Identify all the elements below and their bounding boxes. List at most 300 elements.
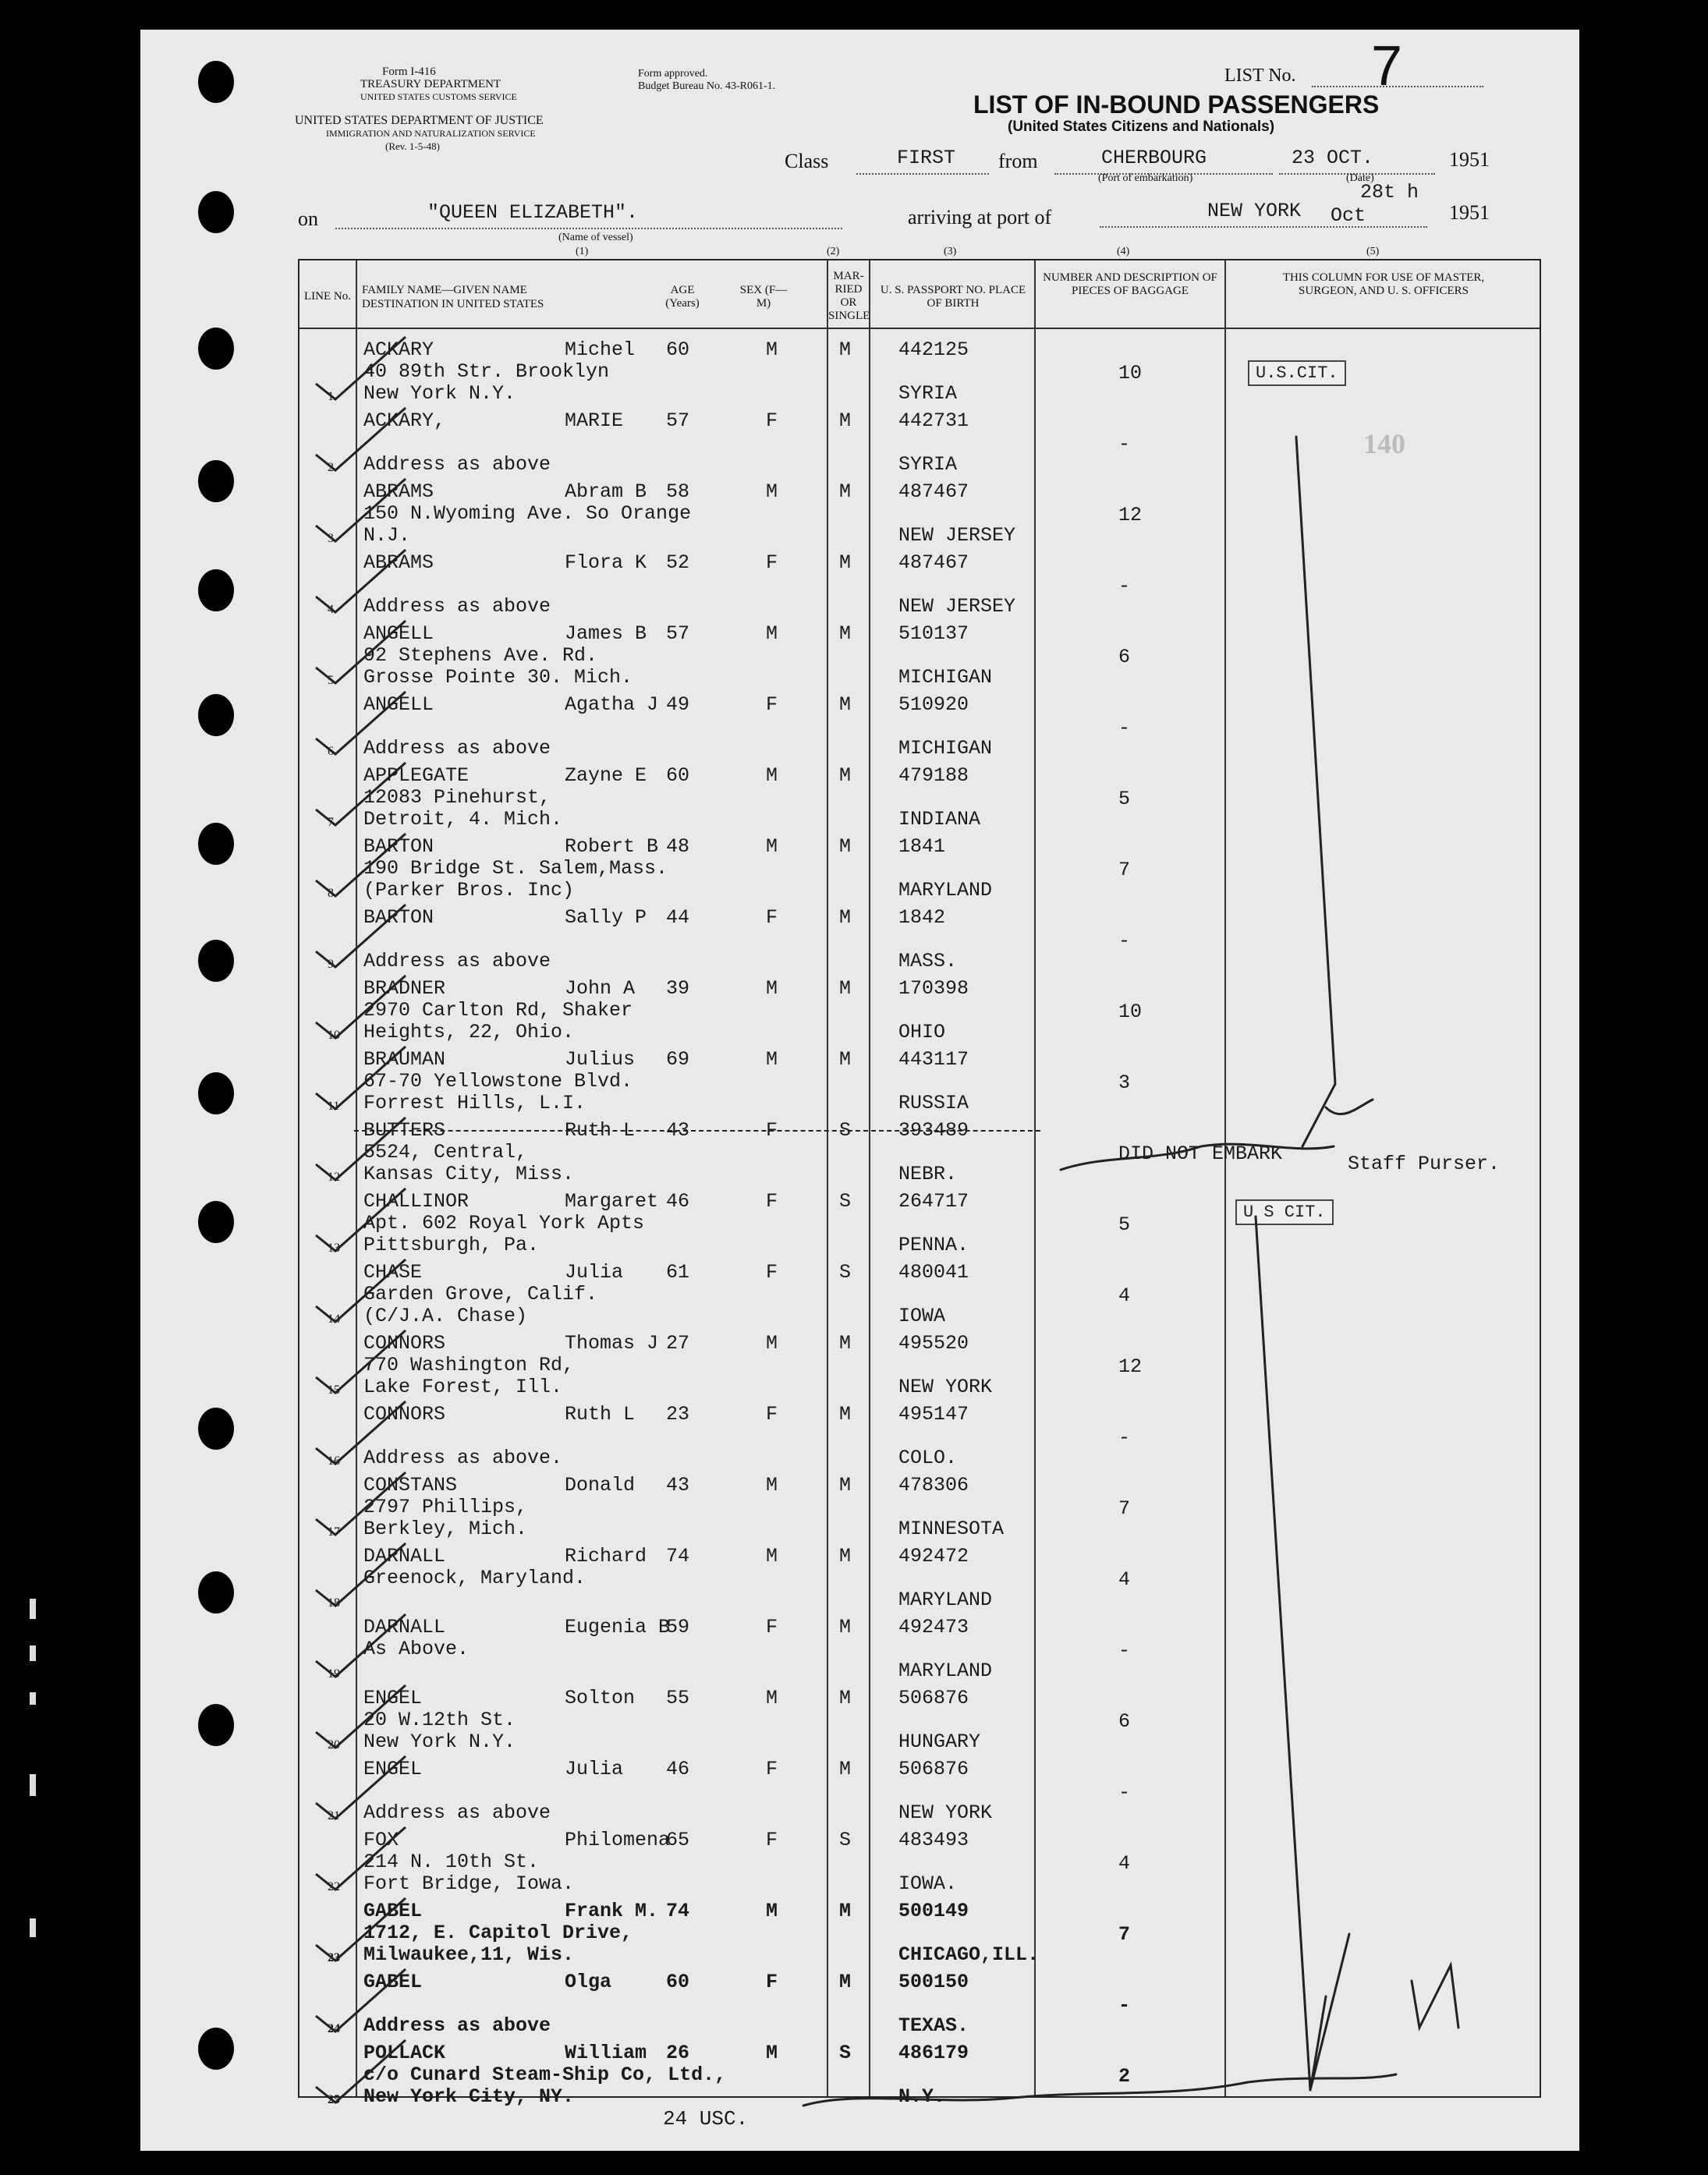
address-line-2: Heights, 22, Ohio. xyxy=(363,1021,575,1043)
address-line-1: 67-70 Yellowstone Blvd. xyxy=(363,1070,633,1093)
baggage-count: 2 xyxy=(1118,2065,1131,2088)
sex: F xyxy=(766,551,778,574)
given-name: Robert B xyxy=(565,835,659,858)
binder-hole xyxy=(198,460,234,502)
table-row xyxy=(299,1687,1540,1759)
passport-number: 480041 xyxy=(898,1261,969,1284)
table-row xyxy=(299,622,1540,694)
address-line-1: Garden Grove, Calif. xyxy=(363,1283,598,1305)
sex: M xyxy=(766,977,778,1000)
table-row xyxy=(299,977,1540,1049)
address-line-2: Address as above xyxy=(363,453,551,476)
age: 23 xyxy=(666,1403,690,1426)
line-number: 13 xyxy=(328,1242,340,1255)
age: 43 xyxy=(666,1474,690,1497)
sex: F xyxy=(766,1971,778,1993)
age: 60 xyxy=(666,338,690,361)
col-officers: THIS COLUMN FOR USE OF MASTER, SURGEON, AND U. S. OFFICERS xyxy=(1282,271,1485,297)
place-of-birth: MARYLAND xyxy=(898,1660,993,1682)
place-of-birth: MARYLAND xyxy=(898,879,993,902)
marital-status: M xyxy=(839,764,852,787)
age: 39 xyxy=(666,977,690,1000)
family-name: CHASE xyxy=(363,1261,423,1284)
table-row xyxy=(299,693,1540,765)
line-number: 5 xyxy=(328,674,334,687)
address-line-2: Address as above xyxy=(363,950,551,972)
place-of-birth: MARYLAND xyxy=(898,1589,993,1611)
place-of-birth: NEW JERSEY xyxy=(898,524,1016,547)
place-of-birth: NEW JERSEY xyxy=(898,595,1016,618)
passport-number: 506876 xyxy=(898,1687,969,1709)
passport-number: 487467 xyxy=(898,551,969,574)
family-name: ACKARY, xyxy=(363,409,446,432)
address-line-2: Detroit, 4. Mich. xyxy=(363,808,563,831)
edge-speck xyxy=(30,1774,36,1796)
family-name: GABEL xyxy=(363,1971,423,1993)
age: 57 xyxy=(666,409,690,432)
address-line-1: 190 Bridge St. Salem,Mass. xyxy=(363,857,668,880)
sex: M xyxy=(766,835,778,858)
marital-status: M xyxy=(839,1332,852,1355)
family-name: DARNALL xyxy=(363,1616,446,1638)
address-line-1: 2970 Carlton Rd, Shaker xyxy=(363,999,633,1022)
address-line-1: 92 Stephens Ave. Rd. xyxy=(363,644,598,667)
table-row xyxy=(299,1048,1540,1120)
marital-status: S xyxy=(839,1261,852,1284)
embark-date: 23 OCT. xyxy=(1292,147,1374,169)
col-family: FAMILY NAME—GIVEN NAME xyxy=(362,284,527,296)
given-name: Olga xyxy=(565,1971,612,1993)
address-line-2: Berkley, Mich. xyxy=(363,1518,528,1540)
family-name: ABRAMS xyxy=(363,551,434,574)
baggage-count: 7 xyxy=(1118,1497,1131,1520)
marital-status: S xyxy=(839,1829,852,1851)
col-num-3: (3) xyxy=(944,246,957,257)
given-name: Julia xyxy=(565,1758,624,1780)
justice-dept: UNITED STATES DEPARTMENT OF JUSTICE xyxy=(295,114,544,127)
marital-status: M xyxy=(839,338,852,361)
family-name: DARNALL xyxy=(363,1545,446,1567)
sex: F xyxy=(766,693,778,716)
table-row xyxy=(299,551,1540,623)
address-line-1: 1712, E. Capitol Drive, xyxy=(363,1922,633,1944)
place-of-birth: MICHIGAN xyxy=(898,737,993,760)
form-number: Form I-416 xyxy=(382,66,436,78)
age: 58 xyxy=(666,480,690,503)
marital-status: S xyxy=(839,1190,852,1213)
sex: F xyxy=(766,1829,778,1851)
binder-hole xyxy=(198,191,234,233)
line-number: 25 xyxy=(328,2093,340,2106)
line-number: 11 xyxy=(328,1100,340,1113)
passport-number: 483493 xyxy=(898,1829,969,1851)
from-label: from xyxy=(998,150,1038,172)
binder-hole xyxy=(198,1571,234,1614)
marital-status: M xyxy=(839,1687,852,1709)
list-no: 7 xyxy=(1371,35,1403,97)
baggage-count: 4 xyxy=(1118,1284,1131,1307)
binder-hole xyxy=(198,1408,234,1450)
age: 69 xyxy=(666,1048,690,1071)
strike-line xyxy=(354,1130,1040,1132)
passport-number: 264717 xyxy=(898,1190,969,1213)
edge-speck xyxy=(30,1599,36,1619)
address-line-2: Fort Bridge, Iowa. xyxy=(363,1872,575,1895)
passport-number: 170398 xyxy=(898,977,969,1000)
table-row xyxy=(299,338,1540,410)
given-name: Richard xyxy=(565,1545,647,1567)
marital-status: S xyxy=(839,2042,852,2064)
family-name: ANGELL xyxy=(363,622,434,645)
table-row xyxy=(299,1190,1540,1262)
line-number: 15 xyxy=(328,1383,340,1397)
line-number: 10 xyxy=(328,1029,340,1042)
passport-number: 506876 xyxy=(898,1758,969,1780)
sex: M xyxy=(766,480,778,503)
marital-status: M xyxy=(839,835,852,858)
table-row xyxy=(299,1971,1540,2042)
col-line-no: LINE No. xyxy=(304,290,351,303)
place-of-birth: NEW YORK xyxy=(898,1801,993,1824)
col-married: MAR- RIED OR SINGLE xyxy=(828,270,870,322)
marital-status: M xyxy=(839,693,852,716)
given-name: MARIE xyxy=(565,409,624,432)
passport-number: 500150 xyxy=(898,1971,969,1993)
sex: M xyxy=(766,338,778,361)
sex: F xyxy=(766,1758,778,1780)
passport-number: 1842 xyxy=(898,906,946,929)
passport-number: 492472 xyxy=(898,1545,969,1567)
baggage-count: - xyxy=(1118,433,1131,455)
binder-hole xyxy=(198,328,234,370)
age: 49 xyxy=(666,693,690,716)
marital-status: M xyxy=(839,622,852,645)
arrival-month: Oct xyxy=(1331,204,1366,227)
binder-hole xyxy=(198,823,234,865)
address-line-1: 2797 Phillips, xyxy=(363,1496,528,1518)
manifest-subtitle: (United States Citizens and Nationals) xyxy=(1008,119,1275,135)
sex: M xyxy=(766,1900,778,1922)
col-num-5: (5) xyxy=(1366,246,1380,257)
marital-status: M xyxy=(839,551,852,574)
sex: M xyxy=(766,1048,778,1071)
arrival-year: 1951 xyxy=(1449,201,1490,224)
place-of-birth: NEW YORK xyxy=(898,1376,993,1398)
given-name: Ruth L xyxy=(565,1119,636,1142)
address-line-1: 5524, Central, xyxy=(363,1141,528,1164)
address-line-1: Apt. 602 Royal York Apts xyxy=(363,1212,645,1235)
line-number: 22 xyxy=(328,1880,340,1893)
port-embarkation: CHERBOURG xyxy=(1101,147,1207,169)
table-row xyxy=(299,1474,1540,1546)
edge-speck xyxy=(30,1918,36,1937)
sex: M xyxy=(766,764,778,787)
address-line-1: c/o Cunard Steam-Ship Co, Ltd., xyxy=(363,2063,727,2086)
address-line-2: N.J. xyxy=(363,524,411,547)
arrival-port-line xyxy=(1100,226,1427,228)
passport-number: 510137 xyxy=(898,622,969,645)
customs-service: UNITED STATES CUSTOMS SERVICE xyxy=(360,91,517,102)
given-name: Agatha J xyxy=(565,693,659,716)
baggage-count: 4 xyxy=(1118,1568,1131,1591)
sex: M xyxy=(766,622,778,645)
marital-status: M xyxy=(839,1048,852,1071)
sex: F xyxy=(766,1190,778,1213)
marital-status: S xyxy=(839,1119,852,1142)
arrival-port: NEW YORK xyxy=(1207,200,1302,222)
marital-status: M xyxy=(839,1758,852,1780)
binder-hole xyxy=(198,61,234,103)
family-name: BRADNER xyxy=(363,977,446,1000)
family-name: BUTTERS xyxy=(363,1119,446,1142)
address-line-1: 40 89th Str. Brooklyn xyxy=(363,360,610,383)
binder-hole xyxy=(198,569,234,611)
place-of-birth: TEXAS. xyxy=(898,2014,969,2037)
table-row xyxy=(299,1829,1540,1900)
age: 27 xyxy=(666,1332,690,1355)
passport-number: 1841 xyxy=(898,835,946,858)
baggage-count: 10 xyxy=(1118,362,1143,384)
family-name: BRAUMAN xyxy=(363,1048,446,1071)
place-of-birth: MICHIGAN xyxy=(898,666,993,689)
revision: (Rev. 1-5-48) xyxy=(385,140,440,152)
baggage-count: - xyxy=(1118,930,1131,952)
address-line-1: 150 N.Wyoming Ave. So Orange xyxy=(363,502,692,525)
given-name: Margaret xyxy=(565,1190,659,1213)
marital-status: M xyxy=(839,1545,852,1567)
passport-number: 442125 xyxy=(898,338,969,361)
given-name: Donald xyxy=(565,1474,636,1497)
address-line-2: Address as above xyxy=(363,595,551,618)
place-of-birth: N.Y. xyxy=(898,2085,946,2108)
baggage-count: 6 xyxy=(1118,646,1131,668)
age: 44 xyxy=(666,906,690,929)
sex: F xyxy=(766,409,778,432)
us-cit-stamp-2: U S CIT. xyxy=(1235,1199,1334,1225)
class-label: Class xyxy=(785,150,829,172)
age: 55 xyxy=(666,1687,690,1709)
sex: M xyxy=(766,1474,778,1497)
sex: M xyxy=(766,1545,778,1567)
family-name: FOX xyxy=(363,1829,399,1851)
age: 52 xyxy=(666,551,690,574)
passport-number: 492473 xyxy=(898,1616,969,1638)
class-line xyxy=(856,173,989,175)
us-cit-stamp: U.S.CIT. xyxy=(1248,360,1346,386)
count-stamp: 140 xyxy=(1363,428,1405,459)
age: 59 xyxy=(666,1616,690,1638)
family-name: ANGELL xyxy=(363,693,434,716)
address-line-2: Milwaukee,11, Wis. xyxy=(363,1943,575,1966)
line-number: 21 xyxy=(328,1809,340,1823)
address-line-2: Forrest Hills, L.I. xyxy=(363,1092,586,1114)
place-of-birth: OHIO xyxy=(898,1021,946,1043)
address-line-2: Address as above. xyxy=(363,1447,563,1469)
on-label: on xyxy=(298,207,318,230)
age: 74 xyxy=(666,1900,690,1922)
place-of-birth: RUSSIA xyxy=(898,1092,969,1114)
given-name: Zayne E xyxy=(565,764,647,787)
table-row xyxy=(299,1261,1540,1333)
line-number: 16 xyxy=(328,1454,340,1468)
edge-speck xyxy=(30,1692,36,1705)
line-number: 18 xyxy=(328,1596,340,1610)
address-line-2: Address as above xyxy=(363,2014,551,2037)
age: 61 xyxy=(666,1261,690,1284)
address-line-2: Grosse Pointe 30. Mich. xyxy=(363,666,633,689)
baggage-count: DID NOT EMBARK xyxy=(1118,1142,1283,1165)
table-row xyxy=(299,835,1540,907)
given-name: Eugenia B xyxy=(565,1616,671,1638)
address-line-2: Address as above xyxy=(363,737,551,760)
binder-hole xyxy=(198,940,234,982)
given-name: Thomas J xyxy=(565,1332,659,1355)
passport-number: 495520 xyxy=(898,1332,969,1355)
address-line-2: New York N.Y. xyxy=(363,1730,516,1753)
address-line-2: (Parker Bros. Inc) xyxy=(363,879,575,902)
address-line-2: Address as above xyxy=(363,1801,551,1824)
manifest-title: LIST OF IN-BOUND PASSENGERS xyxy=(973,90,1380,119)
vessel-name: "QUEEN ELIZABETH". xyxy=(427,201,639,224)
given-name: Solton xyxy=(565,1687,636,1709)
marital-status: M xyxy=(839,1474,852,1497)
table-row xyxy=(299,764,1540,836)
line-number: 14 xyxy=(328,1312,340,1326)
col-sex: SEX (F—M) xyxy=(739,284,788,310)
binder-hole xyxy=(198,1072,234,1114)
age: 46 xyxy=(666,1190,690,1213)
line-number: 9 xyxy=(328,958,334,971)
table-row xyxy=(299,2042,1540,2113)
passport-number: 510920 xyxy=(898,693,969,716)
address-line-1: 770 Washington Rd, xyxy=(363,1354,575,1376)
baggage-count: - xyxy=(1118,1426,1131,1449)
sex: F xyxy=(766,1119,778,1142)
place-of-birth: CHICAGO,ILL. xyxy=(898,1943,1040,1966)
place-of-birth: COLO. xyxy=(898,1447,958,1469)
baggage-count: 7 xyxy=(1118,859,1131,881)
baggage-count: - xyxy=(1118,717,1131,739)
address-line-2: Kansas City, Miss. xyxy=(363,1163,575,1185)
address-line-2: Lake Forest, Ill. xyxy=(363,1376,563,1398)
passport-number: 500149 xyxy=(898,1900,969,1922)
baggage-count: 12 xyxy=(1118,504,1143,526)
table-row xyxy=(299,480,1540,552)
age: 46 xyxy=(666,1758,690,1780)
treasury-dept: TREASURY DEPARTMENT xyxy=(360,78,501,90)
place-of-birth: HUNGARY xyxy=(898,1730,981,1753)
age: 60 xyxy=(666,764,690,787)
given-name: Julia xyxy=(565,1261,624,1284)
line-number: 2 xyxy=(328,461,334,474)
baggage-count: 4 xyxy=(1118,1852,1131,1875)
baggage-count: - xyxy=(1118,575,1131,597)
given-name: Philomena xyxy=(565,1829,671,1851)
line-number: 1 xyxy=(328,390,334,403)
place-of-birth: MASS. xyxy=(898,950,958,972)
given-name: Abram B xyxy=(565,480,647,503)
line-number: 12 xyxy=(328,1171,340,1184)
sex: F xyxy=(766,1261,778,1284)
family-name: POLLACK xyxy=(363,2042,446,2064)
line-number: 20 xyxy=(328,1738,340,1752)
binder-hole xyxy=(198,1704,234,1746)
line-number: 3 xyxy=(328,532,334,545)
place-of-birth: NEBR. xyxy=(898,1163,958,1185)
baggage-count: 5 xyxy=(1118,1213,1131,1236)
port-caption: (Port of embarkation) xyxy=(1098,172,1193,184)
baggage-count: 3 xyxy=(1118,1072,1131,1094)
marital-status: M xyxy=(839,409,852,432)
table-row xyxy=(299,1545,1540,1617)
given-name: Julius xyxy=(565,1048,636,1071)
age: 48 xyxy=(666,835,690,858)
place-of-birth: PENNA. xyxy=(898,1234,969,1256)
sex: M xyxy=(766,1687,778,1709)
baggage-count: 12 xyxy=(1118,1355,1143,1378)
given-name: James B xyxy=(565,622,647,645)
ins-service: IMMIGRATION AND NATURALIZATION SERVICE xyxy=(326,128,536,139)
list-no-line xyxy=(1312,86,1483,87)
line-number: 7 xyxy=(328,816,334,829)
passport-number: 478306 xyxy=(898,1474,969,1497)
footer-note: 24 USC. xyxy=(663,2107,749,2131)
given-name: John A xyxy=(565,977,636,1000)
family-name: BARTON xyxy=(363,906,434,929)
vessel-line xyxy=(335,228,842,229)
col-age: AGE (Years) xyxy=(665,284,700,310)
baggage-count: 10 xyxy=(1118,1001,1143,1023)
given-name: Frank M. xyxy=(565,1900,659,1922)
col-passport: U. S. PASSPORT NO. PLACE OF BIRTH xyxy=(880,284,1026,310)
family-name: CONNORS xyxy=(363,1403,446,1426)
address-line-1: As Above. xyxy=(363,1638,470,1660)
sex: F xyxy=(766,1616,778,1638)
table-row xyxy=(299,1616,1540,1688)
age: 57 xyxy=(666,622,690,645)
place-of-birth: SYRIA xyxy=(898,382,958,405)
family-name: ABRAMS xyxy=(363,480,434,503)
table-row xyxy=(299,1758,1540,1830)
given-name: Sally P xyxy=(565,906,647,929)
table-row xyxy=(299,1332,1540,1404)
marital-status: M xyxy=(839,1616,852,1638)
edge-speck xyxy=(30,1645,36,1661)
date-caption: (Date) xyxy=(1346,172,1374,184)
family-name: ENGEL xyxy=(363,1687,423,1709)
place-of-birth: IOWA. xyxy=(898,1872,958,1895)
passenger-table xyxy=(298,259,1541,2108)
address-line-1: Greenock, Maryland. xyxy=(363,1567,586,1589)
table-row xyxy=(299,1403,1540,1475)
binder-hole xyxy=(198,2028,234,2070)
age: 65 xyxy=(666,1829,690,1851)
passport-number: 495147 xyxy=(898,1403,969,1426)
sex: F xyxy=(766,906,778,929)
baggage-count: - xyxy=(1118,1639,1131,1662)
line-number: 8 xyxy=(328,887,334,900)
passport-number: 442731 xyxy=(898,409,969,432)
vessel-caption: (Name of vessel) xyxy=(558,232,633,243)
family-name: ACKARY xyxy=(363,338,434,361)
passport-number: 486179 xyxy=(898,2042,969,2064)
family-name: CONNORS xyxy=(363,1332,446,1355)
family-name: APPLEGATE xyxy=(363,764,470,787)
place-of-birth: IOWA xyxy=(898,1305,946,1327)
baggage-count: 6 xyxy=(1118,1710,1131,1733)
embark-year: 1951 xyxy=(1449,148,1490,171)
binder-hole xyxy=(198,694,234,736)
